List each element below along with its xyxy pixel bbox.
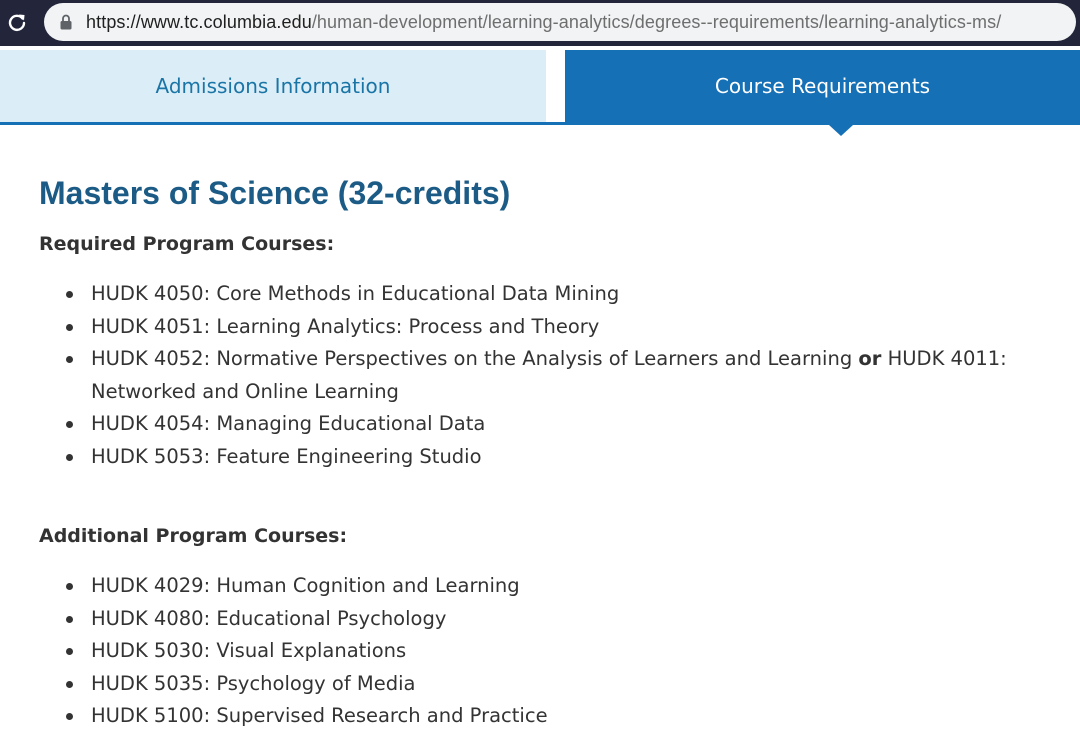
list-item <box>62 343 1022 408</box>
reload-icon[interactable] <box>6 10 28 34</box>
list-item: HUDK 4050: Core Methods in Educational Data Mining <box>62 278 1022 311</box>
list-item: HUDK 5030: Visual Explanations <box>62 635 1022 668</box>
list-item: HUDK 4080: Educational Psychology <box>62 603 1022 636</box>
additional-courses-list <box>62 570 1022 733</box>
active-tab-indicator <box>829 125 853 136</box>
tab-bar <box>0 50 1080 126</box>
list-item: HUDK 5100: Supervised Research and Practice <box>62 700 1022 733</box>
list-item: HUDK 4054: Managing Educational Data <box>62 408 1022 441</box>
list-item: HUDK 4029: Human Cognition and Learning <box>62 570 1022 603</box>
url-host: https://www.tc.columbia.edu <box>86 11 312 32</box>
url-path: /human-development/learning-analytics/degrees--requirements/learning-analytics-ms/ <box>311 11 1002 32</box>
url-text <box>86 12 1001 33</box>
tab-course-requirements[interactable]: Course Requirements <box>565 50 1080 122</box>
required-courses-list <box>62 278 1022 473</box>
list-item: HUDK 5035: Psychology of Media <box>62 668 1022 701</box>
tab-underline <box>0 122 1080 125</box>
lock-icon <box>60 13 74 31</box>
tab-divider <box>546 50 565 122</box>
list-item: HUDK 5053: Feature Engineering Studio <box>62 441 1022 474</box>
page-title: Masters of Science (32-credits) <box>39 175 511 211</box>
additional-courses-heading: Additional Program Courses: <box>39 525 348 547</box>
list-item-text: HUDK 4011: Networked and Online Learning <box>91 347 1007 403</box>
list-item: HUDK 4051: Learning Analytics: Process and Theory <box>62 311 1022 344</box>
tab-admissions-information[interactable]: Admissions Information <box>0 50 546 122</box>
list-item-emphasis: or <box>858 347 882 370</box>
address-bar[interactable] <box>44 3 1076 41</box>
browser-toolbar <box>0 0 1080 46</box>
list-item-text: HUDK 4052: Normative Perspectives on the Analysis of Learners and Learning <box>91 347 859 370</box>
required-courses-heading: Required Program Courses: <box>39 233 335 255</box>
